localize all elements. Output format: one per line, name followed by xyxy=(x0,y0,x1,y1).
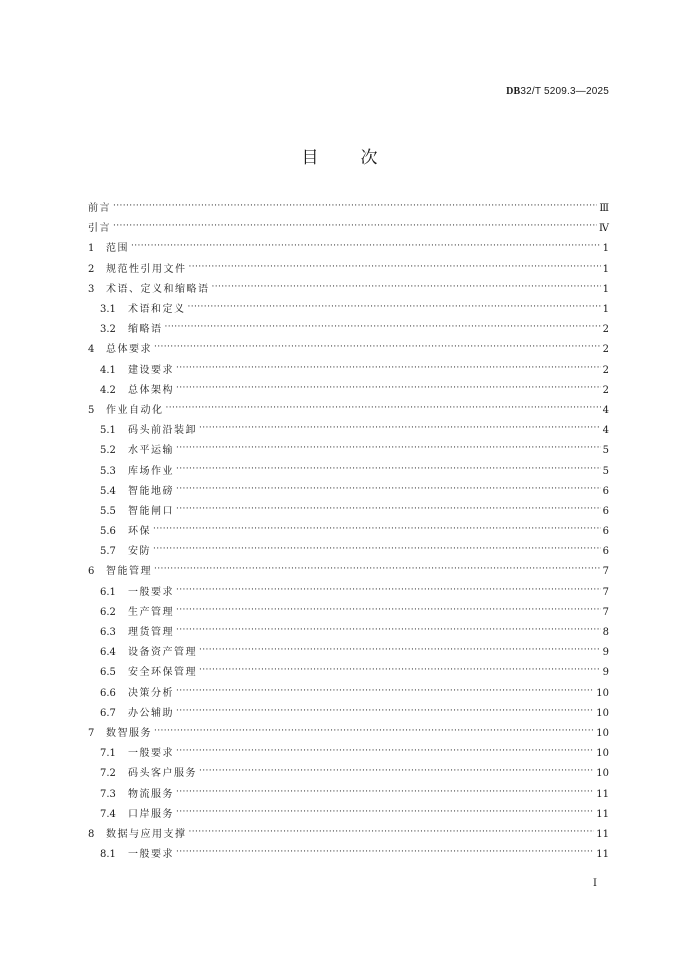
toc-entry-number: 3.1 xyxy=(100,304,116,316)
toc-entry-number: 6.6 xyxy=(100,687,116,699)
toc-entry[interactable] xyxy=(88,441,609,461)
toc-entry-number: 4 xyxy=(88,344,95,356)
toc-entry[interactable] xyxy=(88,623,609,643)
table-of-contents xyxy=(88,199,609,865)
toc-entry[interactable] xyxy=(88,845,609,865)
toc-entry-title: 库场作业 xyxy=(128,465,174,477)
toc-entry[interactable] xyxy=(88,805,609,825)
toc-entry-number: 5.5 xyxy=(100,505,116,517)
toc-leader-dots xyxy=(154,729,594,739)
toc-entry-number: 7.3 xyxy=(100,788,116,800)
toc-entry-title: 缩略语 xyxy=(128,324,163,336)
toc-entry-number: 8.1 xyxy=(100,849,116,861)
toc-entry-page: 2 xyxy=(602,384,609,396)
toc-entry[interactable] xyxy=(88,421,609,441)
toc-entry-title: 一般要求 xyxy=(128,849,174,861)
toc-entry-title: 总体架构 xyxy=(128,384,174,396)
toc-entry-title: 作业自动化 xyxy=(106,404,164,416)
toc-entry-page: 2 xyxy=(602,344,609,356)
toc-entry-page: 10 xyxy=(596,727,609,739)
toc-entry[interactable] xyxy=(88,320,609,340)
toc-entry[interactable] xyxy=(88,340,609,360)
document-code xyxy=(506,86,609,97)
toc-leader-dots xyxy=(153,547,601,557)
toc-entry-title: 规范性引用文件 xyxy=(106,263,187,275)
toc-leader-dots xyxy=(154,345,601,355)
toc-leader-dots xyxy=(176,588,601,598)
toc-entry-page: 4 xyxy=(602,425,609,437)
toc-entry-title: 设备资产管理 xyxy=(128,647,197,659)
toc-entry[interactable] xyxy=(88,542,609,562)
toc-leader-dots xyxy=(176,446,601,456)
toc-entry-page: 7 xyxy=(602,566,609,578)
toc-leader-dots xyxy=(176,467,601,477)
toc-entry[interactable] xyxy=(88,199,609,219)
toc-entry-page: Ⅲ xyxy=(599,203,609,215)
toc-entry-number: 5.6 xyxy=(100,526,116,538)
toc-entry-number: 5.4 xyxy=(100,485,116,497)
toc-entry[interactable] xyxy=(88,744,609,764)
toc-entry-number: 6.1 xyxy=(100,586,116,598)
toc-entry-number: 4.1 xyxy=(100,364,116,376)
toc-entry[interactable] xyxy=(88,219,609,239)
toc-entry[interactable] xyxy=(88,764,609,784)
page-title xyxy=(0,143,681,168)
toc-entry-number: 3 xyxy=(88,283,95,295)
toc-entry[interactable] xyxy=(88,663,609,683)
toc-leader-dots xyxy=(176,507,601,517)
toc-entry-page: 9 xyxy=(602,667,609,679)
toc-entry-title: 办公辅助 xyxy=(128,707,174,719)
toc-entry-title: 智能管理 xyxy=(106,566,152,578)
toc-leader-dots xyxy=(189,265,601,275)
toc-entry-page: 10 xyxy=(596,748,609,760)
toc-entry-page: 7 xyxy=(602,606,609,618)
document-code-number: 32/T 5209.3—2025 xyxy=(520,86,609,97)
toc-entry-title: 数智服务 xyxy=(106,727,152,739)
toc-entry-number: 7.2 xyxy=(100,768,116,780)
toc-entry-title: 一般要求 xyxy=(128,586,174,598)
toc-entry-title: 码头前沿装卸 xyxy=(128,425,197,437)
toc-entry-page: 11 xyxy=(596,808,609,820)
toc-entry[interactable] xyxy=(88,260,609,280)
toc-entry-number: 6.7 xyxy=(100,707,116,719)
toc-entry[interactable] xyxy=(88,482,609,502)
toc-entry-number: 5.2 xyxy=(100,445,116,457)
toc-entry-page: 10 xyxy=(596,707,609,719)
toc-leader-dots xyxy=(176,366,601,376)
page-title-part1: 目 xyxy=(301,148,321,168)
toc-entry-title: 决策分析 xyxy=(128,687,174,699)
toc-entry-number: 5.1 xyxy=(100,425,116,437)
toc-entry[interactable] xyxy=(88,461,609,481)
toc-entry[interactable] xyxy=(88,300,609,320)
toc-entry-title: 生产管理 xyxy=(128,606,174,618)
toc-leader-dots xyxy=(176,608,601,618)
toc-entry-page: 7 xyxy=(602,586,609,598)
toc-entry[interactable] xyxy=(88,280,609,300)
toc-entry-number: 5.3 xyxy=(100,465,116,477)
toc-entry-title: 前言 xyxy=(88,203,111,215)
toc-entry[interactable] xyxy=(88,603,609,623)
toc-entry-number: 7.4 xyxy=(100,808,116,820)
toc-entry-number: 7.1 xyxy=(100,748,116,760)
toc-leader-dots xyxy=(199,769,594,779)
toc-leader-dots xyxy=(165,325,601,335)
toc-entry[interactable] xyxy=(88,502,609,522)
toc-entry-page: 5 xyxy=(602,465,609,477)
page-number: I xyxy=(593,878,597,889)
toc-entry-title: 术语、定义和缩略语 xyxy=(106,283,210,295)
toc-entry-title: 理货管理 xyxy=(128,627,174,639)
toc-entry-title: 术语和定义 xyxy=(128,304,186,316)
toc-entry-number: 4.2 xyxy=(100,384,116,396)
toc-entry-title: 一般要求 xyxy=(128,748,174,760)
toc-entry-page: 1 xyxy=(602,263,609,275)
toc-entry-page: 1 xyxy=(602,243,609,255)
toc-entry[interactable] xyxy=(88,401,609,421)
toc-entry-page: 4 xyxy=(602,404,609,416)
toc-leader-dots xyxy=(176,790,594,800)
page-title-part2: 次 xyxy=(360,148,380,168)
toc-entry-page: 6 xyxy=(602,546,609,558)
toc-entry-number: 8 xyxy=(88,828,95,840)
toc-entry-page: 5 xyxy=(602,445,609,457)
toc-entry-page: Ⅳ xyxy=(599,223,609,235)
toc-entry-page: 9 xyxy=(602,647,609,659)
toc-entry-number: 1 xyxy=(88,243,95,255)
toc-entry-page: 2 xyxy=(602,324,609,336)
toc-leader-dots xyxy=(131,244,601,254)
toc-leader-dots xyxy=(176,487,601,497)
toc-leader-dots xyxy=(176,628,601,638)
toc-entry-page: 6 xyxy=(602,526,609,538)
toc-entry-page: 1 xyxy=(602,304,609,316)
toc-entry-page: 1 xyxy=(602,283,609,295)
toc-entry-title: 范围 xyxy=(106,243,129,255)
toc-entry-page: 6 xyxy=(602,505,609,517)
toc-entry-title: 智能闸口 xyxy=(128,505,174,517)
toc-entry[interactable] xyxy=(88,684,609,704)
toc-entry-title: 环保 xyxy=(128,526,151,538)
toc-entry-title: 安全环保管理 xyxy=(128,667,197,679)
toc-leader-dots xyxy=(176,386,601,396)
toc-entry-number: 6.2 xyxy=(100,606,116,618)
toc-leader-dots xyxy=(153,527,601,537)
toc-entry-number: 6.3 xyxy=(100,627,116,639)
toc-entry-title: 数据与应用支撑 xyxy=(106,828,187,840)
toc-entry[interactable] xyxy=(88,239,609,259)
toc-entry-page: 11 xyxy=(596,849,609,861)
toc-entry-title: 引言 xyxy=(88,223,111,235)
toc-entry[interactable] xyxy=(88,724,609,744)
toc-entry-number: 6.4 xyxy=(100,647,116,659)
toc-entry-page: 2 xyxy=(602,364,609,376)
toc-entry-number: 6.5 xyxy=(100,667,116,679)
toc-entry[interactable] xyxy=(88,562,609,582)
toc-entry-page: 11 xyxy=(596,828,609,840)
toc-leader-dots xyxy=(199,668,601,678)
toc-leader-dots xyxy=(113,224,597,234)
toc-entry-number: 6 xyxy=(88,566,95,578)
toc-entry-title: 物流服务 xyxy=(128,788,174,800)
toc-entry-number: 5.7 xyxy=(100,546,116,558)
toc-entry-title: 码头客户服务 xyxy=(128,768,197,780)
toc-entry[interactable] xyxy=(88,583,609,603)
toc-leader-dots xyxy=(188,305,601,315)
toc-entry[interactable] xyxy=(88,522,609,542)
toc-leader-dots xyxy=(199,648,601,658)
toc-entry-title: 建设要求 xyxy=(128,364,174,376)
toc-entry[interactable] xyxy=(88,784,609,804)
toc-leader-dots xyxy=(166,406,601,416)
toc-entry[interactable] xyxy=(88,643,609,663)
toc-leader-dots xyxy=(113,204,597,214)
toc-entry-page: 10 xyxy=(596,687,609,699)
toc-entry-number: 5 xyxy=(88,404,95,416)
toc-entry-page: 10 xyxy=(596,768,609,780)
toc-leader-dots xyxy=(176,689,594,699)
toc-leader-dots xyxy=(199,426,601,436)
toc-leader-dots xyxy=(189,830,595,840)
toc-leader-dots xyxy=(176,709,594,719)
toc-entry-title: 智能地磅 xyxy=(128,485,174,497)
toc-entry-page: 6 xyxy=(602,485,609,497)
toc-entry-title: 水平运输 xyxy=(128,445,174,457)
toc-entry-number: 7 xyxy=(88,727,95,739)
toc-entry-page: 11 xyxy=(596,788,609,800)
toc-entry[interactable] xyxy=(88,361,609,381)
toc-entry-title: 口岸服务 xyxy=(128,808,174,820)
toc-leader-dots xyxy=(212,285,601,295)
toc-leader-dots xyxy=(154,567,601,577)
toc-entry[interactable] xyxy=(88,381,609,401)
toc-entry-title: 总体要求 xyxy=(106,344,152,356)
toc-leader-dots xyxy=(176,850,594,860)
document-code-prefix: DB xyxy=(506,86,521,97)
toc-leader-dots xyxy=(176,810,594,820)
toc-entry-number: 2 xyxy=(88,263,95,275)
toc-entry-title: 安防 xyxy=(128,546,151,558)
toc-entry-page: 8 xyxy=(602,627,609,639)
toc-entry[interactable] xyxy=(88,704,609,724)
toc-entry[interactable] xyxy=(88,825,609,845)
toc-entry-number: 3.2 xyxy=(100,324,116,336)
toc-leader-dots xyxy=(176,749,594,759)
